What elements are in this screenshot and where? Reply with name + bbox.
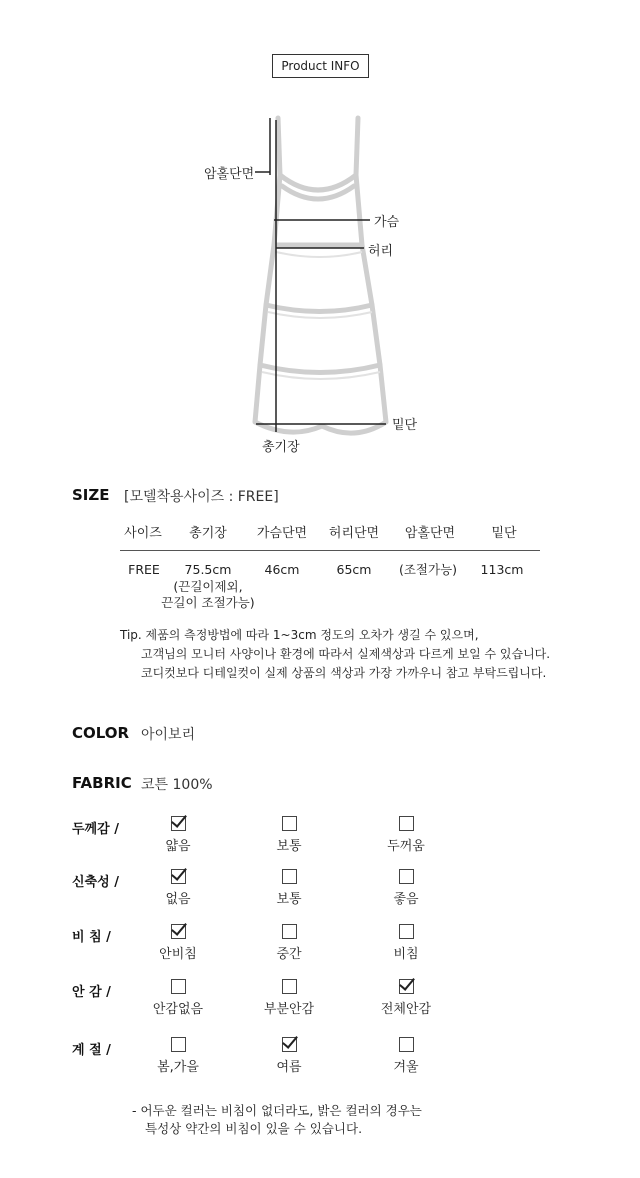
- cell-chest: 46cm: [264, 562, 300, 577]
- season-option: [366, 1037, 446, 1075]
- note-line-2: 특성상 약간의 비침이 있을 수 있습니다.: [145, 1121, 363, 1136]
- unchecked-checkbox: [171, 1037, 186, 1052]
- season-label: 계 절 /: [72, 1043, 111, 1058]
- header-size: 사이즈: [124, 526, 162, 541]
- option-label: 안감없음: [152, 1002, 204, 1017]
- unchecked-checkbox: [399, 816, 414, 831]
- sheerness-option: [366, 924, 446, 962]
- option-label: 두꺼움: [387, 839, 425, 854]
- option-label: 겨울: [393, 1060, 419, 1075]
- tip-line-1: Tip. 제품의 측정방법에 따라 1~3cm 정도의 오차가 생길 수 있으며,: [120, 628, 479, 642]
- header-armhole: 암홀단면: [404, 526, 456, 541]
- lining-option: [138, 979, 218, 1017]
- option-label: 여름: [276, 1060, 302, 1075]
- thickness-option: [366, 816, 446, 854]
- header-waist: 허리단면: [328, 526, 380, 541]
- sheerness-label: 비 침 /: [72, 930, 111, 945]
- checked-checkbox: [282, 1037, 297, 1052]
- size-subtitle: [모델착용사이즈 : FREE]: [124, 489, 279, 505]
- stretch-option: [138, 869, 218, 907]
- unchecked-checkbox: [171, 979, 186, 994]
- checked-checkbox: [171, 816, 186, 831]
- cell-waist: 65cm: [336, 562, 372, 577]
- option-label: 안비침: [159, 947, 197, 962]
- tip-line-3: 코디컷보다 디테일컷이 실제 상품의 색상과 가장 가까우니 참고 부탁드립니다.: [141, 666, 547, 680]
- option-label: 좋음: [393, 892, 419, 907]
- header-hem: 밑단: [491, 526, 517, 541]
- unchecked-checkbox: [399, 924, 414, 939]
- thickness-option: [249, 816, 329, 854]
- stretch-option: [366, 869, 446, 907]
- unchecked-checkbox: [399, 1037, 414, 1052]
- product-info-badge: Product INFO: [272, 54, 369, 78]
- table-divider: [120, 550, 540, 551]
- armhole-label: 암홀단면: [204, 167, 255, 182]
- thickness-option: [138, 816, 218, 854]
- sheerness-option: [249, 924, 329, 962]
- waist-label: 허리: [368, 244, 394, 259]
- option-label: 전체안감: [380, 1002, 432, 1017]
- fabric-title: FABRIC: [72, 774, 132, 792]
- cell-size: FREE: [128, 562, 160, 577]
- cell-length-note2: 끈길이 조절가능): [161, 595, 255, 610]
- total-length-label: 총기장: [262, 440, 300, 455]
- unchecked-checkbox: [399, 869, 414, 884]
- unchecked-checkbox: [282, 869, 297, 884]
- tip-line-2: 고객님의 모니터 사양이나 환경에 따라서 실제색상과 다르게 보일 수 있습니다.: [141, 647, 551, 661]
- unchecked-checkbox: [282, 979, 297, 994]
- stretch-option: [249, 869, 329, 907]
- option-label: 중간: [276, 947, 302, 962]
- option-label: 보통: [276, 839, 302, 854]
- sheerness-option: [138, 924, 218, 962]
- stretch-label: 신축성 /: [72, 875, 119, 890]
- cell-hem: 113cm: [480, 562, 524, 577]
- size-title: SIZE: [72, 486, 110, 504]
- cell-length: 75.5cm: [184, 562, 232, 577]
- cell-length-note1: (끈길이제외,: [173, 579, 243, 594]
- transparency-note: [132, 1102, 422, 1138]
- option-label: 봄,가을: [157, 1060, 199, 1075]
- hem-label: 밑단: [392, 418, 418, 433]
- fabric-value: 코튼 100%: [141, 777, 213, 793]
- option-label: 없음: [165, 892, 191, 907]
- option-label: 얇음: [165, 839, 191, 854]
- header-length: 총기장: [189, 526, 227, 541]
- lining-label: 안 감 /: [72, 985, 111, 1000]
- checked-checkbox: [399, 979, 414, 994]
- option-label: 보통: [276, 892, 302, 907]
- season-option: [138, 1037, 218, 1075]
- unchecked-checkbox: [282, 816, 297, 831]
- cell-armhole: (조절가능): [398, 562, 458, 577]
- checked-checkbox: [171, 924, 186, 939]
- checked-checkbox: [171, 869, 186, 884]
- option-label: 부분안감: [263, 1002, 315, 1017]
- option-label: 비침: [393, 947, 419, 962]
- color-value: 아이보리: [141, 727, 196, 743]
- lining-option: [366, 979, 446, 1017]
- thickness-label: 두께감 /: [72, 822, 119, 837]
- chest-label: 가슴: [374, 215, 400, 230]
- lining-option: [249, 979, 329, 1017]
- header-chest: 가슴단면: [256, 526, 308, 541]
- color-title: COLOR: [72, 724, 130, 742]
- unchecked-checkbox: [282, 924, 297, 939]
- note-line-1: - 어두운 컬러는 비침이 없더라도, 밝은 컬러의 경우는: [132, 1103, 422, 1118]
- season-option: [249, 1037, 329, 1075]
- dress-illustration: [0, 100, 640, 460]
